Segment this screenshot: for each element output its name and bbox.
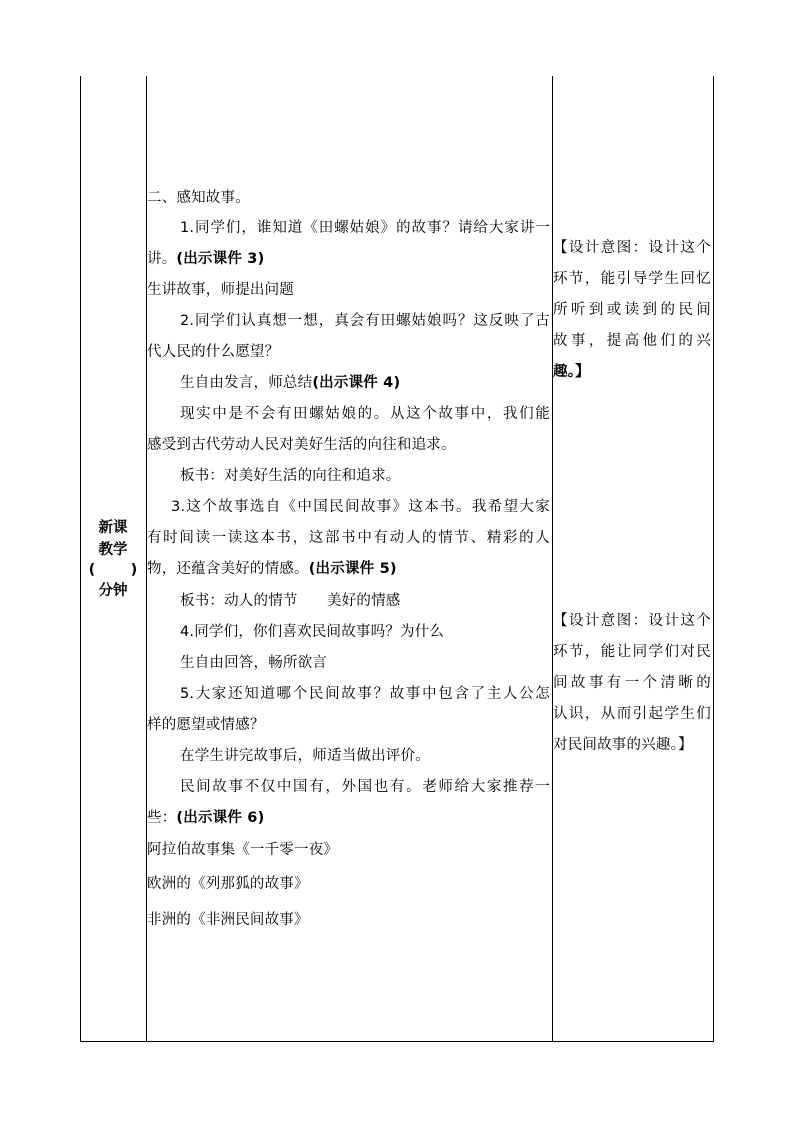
- content-line-11: 3.这个故事选自《中国民间故事》这本书。我希望大家: [171, 499, 550, 515]
- table-border-right: [713, 76, 714, 1042]
- note1-line-1: 【设计意图：设计这个: [553, 240, 711, 256]
- note2-line-4: 认识，从而引起学生们: [553, 706, 711, 722]
- content-line-8: 现实中是不会有田螺姑娘的。从这个故事中，我们能: [180, 406, 550, 422]
- blackboard-line-2: 板书：动人的情节 美好的情感: [180, 593, 401, 609]
- content-line-18: 样的愿望或情感？: [147, 717, 265, 733]
- courseware-ref-5: (出示课件 5): [308, 561, 397, 577]
- content-line-13: 物，还蕴含美好的情感。(出示课件 5): [147, 561, 397, 577]
- section-label-line4: 分钟: [98, 583, 128, 599]
- note2-line-2: 环节，能让同学们对民: [553, 644, 711, 660]
- courseware-ref-4: (出示课件 4): [312, 375, 401, 391]
- section-label-line1: 新课: [98, 520, 128, 536]
- content-line-7: 生自由发言，师总结(出示课件 4): [180, 375, 401, 391]
- section-label-line2: 教学: [98, 542, 128, 558]
- content-line-5: 2.同学们认真想一想，真会有田螺姑娘吗？这反映了古: [180, 313, 550, 329]
- content-line-2: 1.同学们，谁知道《田螺姑娘》的故事？请给大家讲一: [180, 220, 550, 236]
- note1-line-4: 故事，提高他们的兴: [553, 333, 711, 349]
- section-label-paren-open: (: [88, 562, 96, 578]
- content-line-15: 4.同学们，你们喜欢民间故事吗？为什么: [180, 624, 445, 640]
- note2-line-1: 【设计意图：设计这个: [553, 613, 711, 629]
- courseware-ref-3: (出示课件 3): [176, 251, 265, 267]
- content-line-20: 民间故事不仅中国有，外国也有。老师给大家推荐一: [180, 779, 550, 795]
- story-recommendation-3: 非洲的《非洲民间故事》: [147, 912, 309, 928]
- story-recommendation-1: 阿拉伯故事集《一千零一夜》: [147, 842, 339, 858]
- note1-line-5: 趣。】: [553, 364, 590, 380]
- content-line-21: 些：(出示课件 6): [147, 810, 265, 826]
- content-line-17: 5.大家还知道哪个民间故事？故事中包含了主人公怎: [180, 686, 550, 702]
- content-line-9: 感受到古代劳动人民对美好生活的向往和追求。: [147, 437, 456, 453]
- content-line-16: 生自由回答，畅所欲言: [180, 655, 327, 671]
- note2-line-5: 对民间故事的兴趣。】: [553, 737, 693, 753]
- column-divider-2: [552, 76, 553, 1042]
- section-label-paren-close: ): [130, 562, 138, 578]
- content-line-1: 二、感知故事。: [147, 190, 250, 206]
- note1-line-2: 环节，能引导学生回忆: [553, 271, 711, 287]
- story-recommendation-2: 欧洲的《列那狐的故事》: [147, 876, 309, 892]
- courseware-ref-6: (出示课件 6): [176, 810, 265, 826]
- content-line-6: 代人民的什么愿望？: [147, 344, 280, 360]
- table-border-bottom: [80, 1041, 714, 1042]
- blackboard-line-1: 板书：对美好生活的向往和追求。: [180, 468, 401, 484]
- content-line-19: 在学生讲完故事后，师适当做出评价。: [180, 748, 430, 764]
- note2-line-3: 间故事有一个清晰的: [553, 675, 711, 691]
- content-line-4: 生讲故事，师提出问题: [147, 282, 294, 298]
- content-line-3: 讲。(出示课件 3): [147, 251, 265, 267]
- note1-line-3: 所听到或读到的民间: [553, 302, 711, 318]
- content-line-12: 有时间读一读这本书，这部书中有动人的情节、精彩的人: [147, 530, 550, 546]
- table-border-left: [80, 76, 81, 1042]
